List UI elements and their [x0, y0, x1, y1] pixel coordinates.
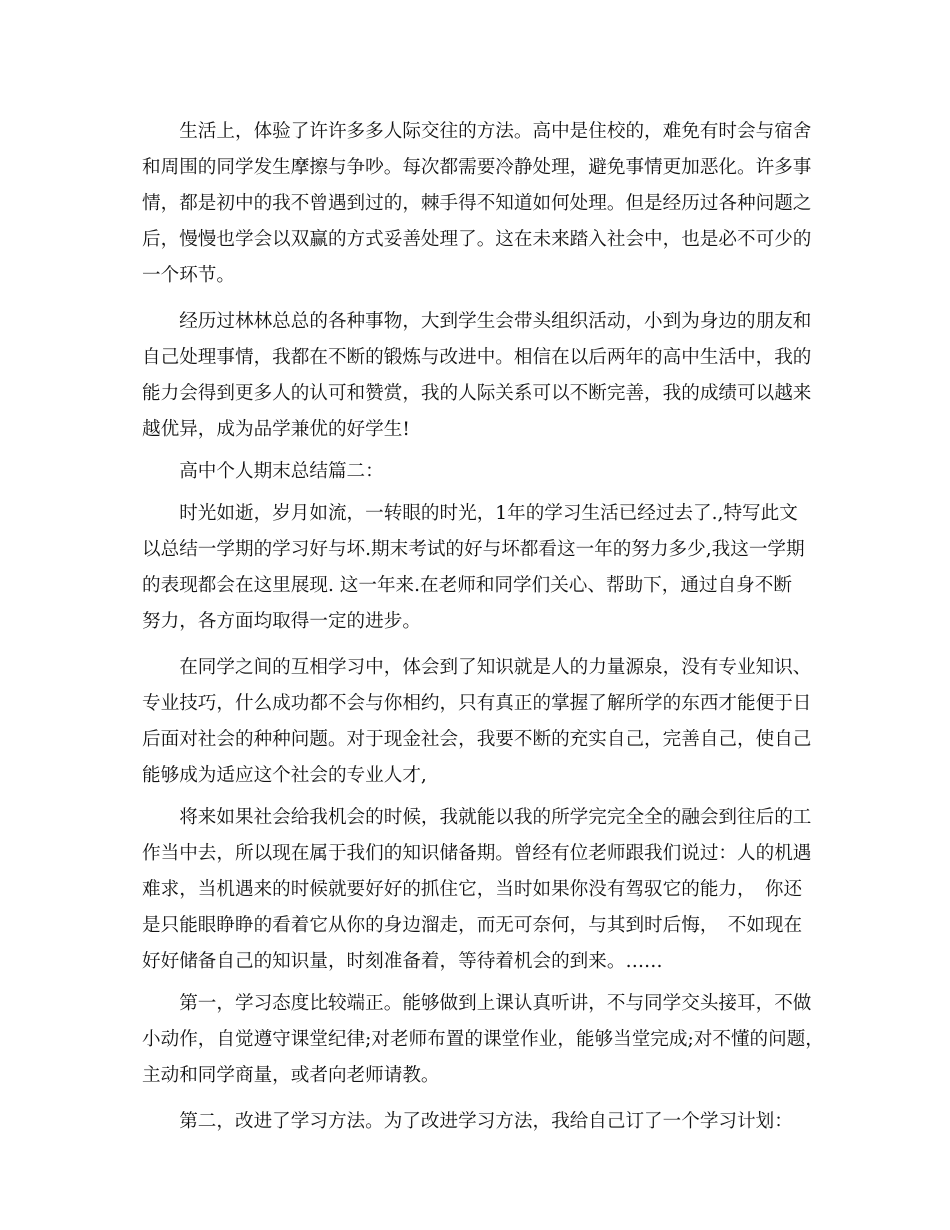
text-line: 在同学之间的互相学习中，体会到了知识就是人的力量源泉，没有专业知识、 — [142, 657, 812, 678]
section-heading: 高中个人期末总结篇二： — [142, 461, 384, 482]
text-line: 第二，改进了学习方法。为了改进学习方法，我给自己订了一个学习计划： — [142, 1111, 793, 1132]
text-line: 第一，学习态度比较端正。能够做到上课认真听讲，不与同学交头接耳，不做 — [142, 993, 812, 1014]
document-body — [142, 114, 824, 1140]
text-line: 越优异，成为品学兼优的好学生! — [142, 419, 410, 440]
text-line: 小动作，自觉遵守课堂纪律;对老师布置的课堂作业，能够当堂完成;对不懂的问题， — [142, 1029, 824, 1050]
text-line: 努力，各方面均取得一定的进步。 — [142, 611, 421, 632]
text-line: 主动和同学商量，或者向老师请教。 — [142, 1065, 440, 1086]
text-line: 能力会得到更多人的认可和赞赏，我的人际关系可以不断完善，我的成绩可以越来 — [142, 383, 812, 404]
text-line: 后面对社会的种种问题。对于现金社会，我要不断的充实自己，完善自己，使自己 — [142, 729, 812, 750]
text-line: 好好储备自己的知识量，时刻准备着，等待着机会的到来。…… — [142, 951, 663, 972]
text-line: 难求，当机遇来的时候就要好好的抓住它，当时如果你没有驾驭它的能力， 你还 — [142, 879, 803, 900]
text-line: 一个环节。 — [142, 265, 235, 286]
text-line: 以总结一学期的学习好与坏.期末考试的好与坏都看这一年的努力多少,我这一学期 — [142, 539, 805, 560]
text-line: 时光如逝，岁月如流，一转眼的时光，1年的学习生活已经过去了.,特写此文 — [142, 503, 798, 524]
text-line: 经历过林林总总的各种事物，大到学生会带头组织活动，小到为身边的朋友和 — [142, 311, 812, 332]
text-line: 生活上，体验了许许多多人际交往的方法。高中是住校的，难免有时会与宿舍 — [142, 121, 812, 142]
text-line: 将来如果社会给我机会的时候，我就能以我的所学完完全全的融会到往后的工 — [142, 807, 812, 828]
text-line: 的表现都会在这里展现. 这一年来.在老师和同学们关心、帮助下，通过自身不断 — [142, 575, 792, 596]
text-line: 自己处理事情，我都在不断的锻炼与改进中。相信在以后两年的高中生活中，我的 — [142, 347, 812, 368]
text-line: 作当中去，所以现在属于我们的知识储备期。曾经有位老师跟我们说过：人的机遇 — [142, 843, 812, 864]
text-line: 和周围的同学发生摩擦与争吵。每次都需要冷静处理，避免事情更加恶化。许多事 — [142, 157, 812, 178]
text-line: 情，都是初中的我不曾遇到过的，棘手得不知道如何处理。但是经历过各种问题之 — [142, 193, 812, 214]
text-line: 是只能眼睁睁的看着它从你的身边溜走，而无可奈何，与其到时后悔， 不如现在 — [142, 915, 803, 936]
text-line: 专业技巧，什么成功都不会与你相约，只有真正的掌握了解所学的东西才能便于日 — [142, 693, 812, 714]
text-line: 后，慢慢也学会以双赢的方式妥善处理了。这在未来踏入社会中，也是必不可少的 — [142, 229, 812, 250]
text-line: 能够成为适应这个社会的专业人才, — [142, 765, 427, 786]
